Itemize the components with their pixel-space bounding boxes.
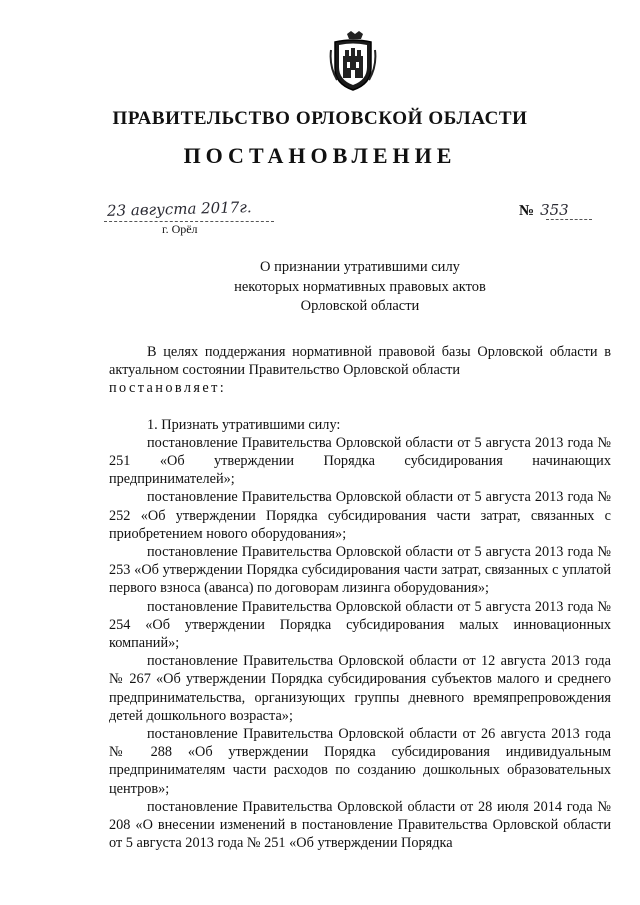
subject-line: О признании утратившими силу	[260, 259, 460, 275]
handwritten-date: 23 августа 2017г.	[106, 198, 252, 220]
act-paragraph: постановление Правительства Орловской области от 5 августа 2013 года № 252 «Об утверждении Порядка субсидирования части затрат, связанных с приобретением нового оборудования»;	[109, 489, 611, 542]
organization-name: ПРАВИТЕЛЬСТВО ОРЛОВСКОЙ ОБЛАСТИ	[112, 108, 528, 129]
act-paragraph: постановление Правительства Орловской области от 5 августа 2013 года № 251 «Об утверждении Порядка субсидирования начинающих предпринимателей»;	[109, 434, 611, 488]
act-paragraph: постановление Правительства Орловской области от 5 августа 2013 года № 253 «Об утверждении Порядка субсидирования части затрат, связанных с уплатой первого взноса (аванса) по договорам лизинга оборудования»;	[109, 544, 611, 597]
act-paragraph: постановление Правительства Орловской области от 28 июля 2014 года № 208 «О внесении изменений в постановление Правительства Орловской области от 5 августа 2013 года № 251 «Об утверждении Порядка	[109, 798, 611, 852]
document-subject	[0, 258, 640, 317]
decree-word: постановляет:	[109, 380, 227, 397]
number-underline	[546, 219, 592, 220]
act-paragraph: постановление Правительства Орловской области от 12 августа 2013 года № 267 «Об утверждении Порядка субсидирования субъектов малого и среднего предпринимательства, организующих группы дневного времяпрепровождения детей дошкольного возраста»;	[109, 653, 611, 724]
coat-of-arms-icon	[329, 30, 377, 92]
act-paragraph: постановление Правительства Орловской области от 26 августа 2013 года № 288 «Об утверждении Порядка субсидирования индивидуальным предпринимателям части расходов по созданию дошкольных образовательных центров»;	[109, 726, 611, 797]
document-type: ПОСТАНОВЛЕНИЕ	[183, 143, 457, 168]
document-number	[519, 201, 569, 220]
item-1-title: 1. Признать утратившими силу:	[147, 416, 341, 433]
handwritten-number: 353	[540, 201, 569, 219]
subject-line: Орловской области	[300, 298, 420, 314]
city-label: г. Орёл	[162, 222, 198, 236]
preamble-paragraph: В целях поддержания нормативной правовой базы Орловской области в актуальном состоянии Правительство Орловской области	[109, 344, 611, 379]
act-paragraph: постановление Правительства Орловской области от 5 августа 2013 года № 254 «Об утверждении Порядка субсидирования малых инновационных компаний»;	[109, 598, 611, 652]
number-label: №	[519, 203, 535, 219]
subject-line: некоторых нормативных правовых актов	[234, 278, 486, 295]
document-body	[109, 343, 611, 852]
